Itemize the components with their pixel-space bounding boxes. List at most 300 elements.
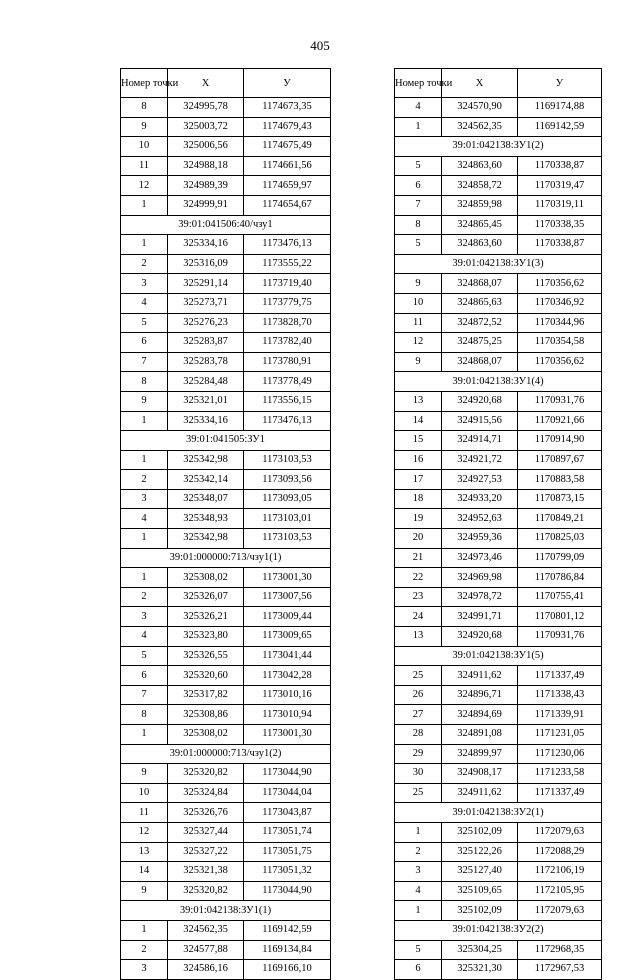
point-number-cell: 10: [395, 293, 442, 313]
table-row: [395, 783, 602, 803]
x-coordinate-cell: 324952,63: [442, 509, 518, 529]
point-number-cell: 29: [395, 744, 442, 764]
y-coordinate-cell: 1173779,75: [244, 293, 331, 313]
header-point-number: Номер точки: [395, 69, 442, 98]
x-coordinate-cell: 325308,02: [168, 568, 244, 588]
y-coordinate-cell: 1170354,58: [518, 333, 602, 353]
point-number-cell: 12: [121, 822, 168, 842]
table-row: [121, 489, 331, 509]
x-coordinate-cell: 325283,87: [168, 333, 244, 353]
table-row: [121, 333, 331, 353]
x-coordinate-cell: 325334,16: [168, 235, 244, 255]
y-coordinate-cell: 1173103,53: [244, 529, 331, 549]
point-number-cell: 3: [121, 274, 168, 294]
y-coordinate-cell: 1173093,05: [244, 489, 331, 509]
y-coordinate-cell: 1172079,63: [518, 901, 602, 921]
x-coordinate-cell: 325003,72: [168, 117, 244, 137]
y-coordinate-cell: 1171339,91: [518, 705, 602, 725]
table-row: [395, 489, 602, 509]
point-number-cell: 1: [395, 822, 442, 842]
table-row: [395, 744, 602, 764]
point-number-cell: 11: [121, 156, 168, 176]
point-number-cell: 1: [121, 195, 168, 215]
y-coordinate-cell: 1170319,47: [518, 176, 602, 196]
y-coordinate-cell: 1172079,63: [518, 822, 602, 842]
y-coordinate-cell: 1173051,32: [244, 862, 331, 882]
table-row: [121, 666, 331, 686]
table-row: [121, 803, 331, 823]
x-coordinate-cell: 324991,71: [442, 607, 518, 627]
table-row: [395, 705, 602, 725]
table-row: [395, 274, 602, 294]
y-coordinate-cell: 1169142,59: [244, 920, 331, 940]
table-row: [121, 568, 331, 588]
point-number-cell: 3: [121, 960, 168, 980]
header-y: У: [244, 69, 331, 98]
cadastral-number-label: 39:01:000000:713/чзу1(1): [121, 548, 331, 568]
point-number-cell: 3: [395, 862, 442, 882]
point-number-cell: 10: [121, 783, 168, 803]
y-coordinate-cell: 1174654,67: [244, 195, 331, 215]
point-number-cell: 8: [121, 372, 168, 392]
table-row: [121, 685, 331, 705]
x-coordinate-cell: 324959,36: [442, 529, 518, 549]
point-number-cell: 18: [395, 489, 442, 509]
y-coordinate-cell: 1173719,40: [244, 274, 331, 294]
y-coordinate-cell: 1173042,28: [244, 666, 331, 686]
y-coordinate-cell: 1173010,16: [244, 685, 331, 705]
section-row: [395, 803, 602, 823]
x-coordinate-cell: 325284,48: [168, 372, 244, 392]
point-number-cell: 7: [121, 352, 168, 372]
x-coordinate-cell: 324915,56: [442, 411, 518, 431]
x-coordinate-cell: 324859,98: [442, 195, 518, 215]
table-row: [121, 313, 331, 333]
x-coordinate-cell: 325342,14: [168, 470, 244, 490]
y-coordinate-cell: 1173103,01: [244, 509, 331, 529]
table-row: [121, 940, 331, 960]
y-coordinate-cell: 1170897,67: [518, 450, 602, 470]
point-number-cell: 1: [121, 920, 168, 940]
point-number-cell: 13: [395, 627, 442, 647]
section-row: [121, 744, 331, 764]
x-coordinate-cell: 325127,40: [442, 862, 518, 882]
y-coordinate-cell: 1169174,88: [518, 98, 602, 118]
y-coordinate-cell: 1171338,43: [518, 685, 602, 705]
section-row: [395, 254, 602, 274]
point-number-cell: 1: [395, 117, 442, 137]
table-row: [121, 529, 331, 549]
section-row: [121, 901, 331, 921]
x-coordinate-cell: 324865,45: [442, 215, 518, 235]
point-number-cell: 8: [121, 705, 168, 725]
y-coordinate-cell: 1173007,56: [244, 587, 331, 607]
table-row: [395, 509, 602, 529]
y-coordinate-cell: 1169142,59: [518, 117, 602, 137]
point-number-cell: 6: [121, 333, 168, 353]
x-coordinate-cell: 325102,09: [442, 901, 518, 921]
x-coordinate-cell: 324973,46: [442, 548, 518, 568]
point-number-cell: 12: [395, 333, 442, 353]
x-coordinate-cell: 324570,90: [442, 98, 518, 118]
x-coordinate-cell: 324586,16: [168, 960, 244, 980]
y-coordinate-cell: 1171233,58: [518, 764, 602, 784]
point-number-cell: 11: [121, 803, 168, 823]
table-row: [395, 881, 602, 901]
x-coordinate-cell: 325308,86: [168, 705, 244, 725]
point-number-cell: 1: [121, 725, 168, 745]
point-number-cell: 9: [121, 391, 168, 411]
y-coordinate-cell: 1170344,96: [518, 313, 602, 333]
table-row: [395, 117, 602, 137]
table-row: [395, 666, 602, 686]
point-number-cell: 30: [395, 764, 442, 784]
y-coordinate-cell: 1170755,41: [518, 587, 602, 607]
y-coordinate-cell: 1173051,74: [244, 822, 331, 842]
x-coordinate-cell: 325326,07: [168, 587, 244, 607]
table-row: [395, 391, 602, 411]
table-row: [395, 470, 602, 490]
point-number-cell: 5: [395, 156, 442, 176]
table-row: [121, 842, 331, 862]
y-coordinate-cell: 1173556,15: [244, 391, 331, 411]
x-coordinate-cell: 324868,07: [442, 352, 518, 372]
point-number-cell: 28: [395, 725, 442, 745]
table-row: [121, 646, 331, 666]
table-row: [395, 685, 602, 705]
point-number-cell: 9: [395, 274, 442, 294]
point-number-cell: 10: [121, 137, 168, 157]
x-coordinate-cell: 324577,88: [168, 940, 244, 960]
y-coordinate-cell: 1170338,87: [518, 235, 602, 255]
x-coordinate-cell: 324933,20: [442, 489, 518, 509]
y-coordinate-cell: 1171230,06: [518, 744, 602, 764]
y-coordinate-cell: 1170356,62: [518, 274, 602, 294]
table-body-right: [395, 98, 602, 980]
x-coordinate-cell: 325291,14: [168, 274, 244, 294]
x-coordinate-cell: 324908,17: [442, 764, 518, 784]
point-number-cell: 23: [395, 587, 442, 607]
x-coordinate-cell: 325122,26: [442, 842, 518, 862]
table-row: [395, 411, 602, 431]
y-coordinate-cell: 1173043,87: [244, 803, 331, 823]
table-header-row: [395, 69, 602, 98]
point-number-cell: 17: [395, 470, 442, 490]
table-row: [395, 725, 602, 745]
x-coordinate-cell: 324562,35: [168, 920, 244, 940]
point-number-cell: 2: [121, 470, 168, 490]
table-row: [121, 156, 331, 176]
y-coordinate-cell: 1170921,66: [518, 411, 602, 431]
point-number-cell: 7: [121, 685, 168, 705]
table-row: [395, 960, 602, 980]
table-row: [395, 215, 602, 235]
table-row: [395, 842, 602, 862]
x-coordinate-cell: 325308,02: [168, 725, 244, 745]
point-number-cell: 5: [121, 313, 168, 333]
table-row: [395, 862, 602, 882]
table-row: [121, 411, 331, 431]
table-row: [395, 568, 602, 588]
cadastral-number-label: 39:01:042138:ЗУ1(3): [395, 254, 602, 274]
point-number-cell: 14: [121, 862, 168, 882]
table-row: [121, 920, 331, 940]
table-row: [395, 529, 602, 549]
table-row: [121, 98, 331, 118]
point-number-cell: 26: [395, 685, 442, 705]
point-number-cell: 5: [121, 646, 168, 666]
table-row: [121, 372, 331, 392]
x-coordinate-cell: 325317,82: [168, 685, 244, 705]
x-coordinate-cell: 324863,60: [442, 156, 518, 176]
section-row: [121, 548, 331, 568]
point-number-cell: 13: [121, 842, 168, 862]
y-coordinate-cell: 1171337,49: [518, 783, 602, 803]
table-row: [121, 862, 331, 882]
point-number-cell: 9: [121, 764, 168, 784]
x-coordinate-cell: 324989,39: [168, 176, 244, 196]
table-row: [121, 783, 331, 803]
x-coordinate-cell: 324927,53: [442, 470, 518, 490]
y-coordinate-cell: 1172967,53: [518, 960, 602, 980]
y-coordinate-cell: 1174661,56: [244, 156, 331, 176]
table-row: [395, 627, 602, 647]
table-row: [121, 764, 331, 784]
y-coordinate-cell: 1170883,58: [518, 470, 602, 490]
x-coordinate-cell: 325327,44: [168, 822, 244, 842]
point-number-cell: 4: [121, 509, 168, 529]
x-coordinate-cell: 324868,07: [442, 274, 518, 294]
table-row: [395, 548, 602, 568]
x-coordinate-cell: 325320,82: [168, 764, 244, 784]
table-row: [121, 117, 331, 137]
point-number-cell: 20: [395, 529, 442, 549]
table-row: [121, 176, 331, 196]
x-coordinate-cell: 325320,60: [168, 666, 244, 686]
page-number: 405: [310, 38, 330, 53]
header-x: X: [442, 69, 518, 98]
x-coordinate-cell: 325342,98: [168, 450, 244, 470]
cadastral-number-label: 39:01:042138:ЗУ1(1): [121, 901, 331, 921]
coordinates-table-right: [394, 68, 602, 980]
table-row: [395, 195, 602, 215]
point-number-cell: 1: [121, 568, 168, 588]
y-coordinate-cell: 1173001,30: [244, 568, 331, 588]
x-coordinate-cell: 325276,23: [168, 313, 244, 333]
cadastral-number-label: 39:01:000000:713/чзу1(2): [121, 744, 331, 764]
table-row: [121, 725, 331, 745]
table-row: [121, 195, 331, 215]
table-row: [395, 764, 602, 784]
section-row: [395, 920, 602, 940]
y-coordinate-cell: 1174673,35: [244, 98, 331, 118]
table-row: [121, 450, 331, 470]
x-coordinate-cell: 325320,82: [168, 881, 244, 901]
header-point-number: Номер точки: [121, 69, 168, 98]
point-number-cell: 19: [395, 509, 442, 529]
y-coordinate-cell: 1170931,76: [518, 627, 602, 647]
table-row: [121, 960, 331, 980]
table-row: [121, 235, 331, 255]
x-coordinate-cell: 324969,98: [442, 568, 518, 588]
table-row: [395, 313, 602, 333]
y-coordinate-cell: 1172105,95: [518, 881, 602, 901]
y-coordinate-cell: 1174679,43: [244, 117, 331, 137]
cadastral-number-label: 39:01:041506:40/чзу1: [121, 215, 331, 235]
cadastral-number-label: 39:01:042138:ЗУ2(2): [395, 920, 602, 940]
x-coordinate-cell: 325273,71: [168, 293, 244, 313]
y-coordinate-cell: 1174659,97: [244, 176, 331, 196]
x-coordinate-cell: 324999,91: [168, 195, 244, 215]
x-coordinate-cell: 325326,76: [168, 803, 244, 823]
point-number-cell: 24: [395, 607, 442, 627]
y-coordinate-cell: 1173009,65: [244, 627, 331, 647]
table-row: [121, 352, 331, 372]
table-row: [121, 470, 331, 490]
x-coordinate-cell: 325327,22: [168, 842, 244, 862]
table-header-row: [121, 69, 331, 98]
point-number-cell: 6: [121, 666, 168, 686]
y-coordinate-cell: 1170931,76: [518, 391, 602, 411]
point-number-cell: 6: [395, 960, 442, 980]
x-coordinate-cell: 324872,52: [442, 313, 518, 333]
x-coordinate-cell: 324858,72: [442, 176, 518, 196]
y-coordinate-cell: 1170346,92: [518, 293, 602, 313]
x-coordinate-cell: 325321,38: [168, 862, 244, 882]
y-coordinate-cell: 1170825,03: [518, 529, 602, 549]
y-coordinate-cell: 1170801,12: [518, 607, 602, 627]
x-coordinate-cell: 324921,72: [442, 450, 518, 470]
table-row: [395, 333, 602, 353]
point-number-cell: 3: [121, 489, 168, 509]
x-coordinate-cell: 325348,07: [168, 489, 244, 509]
y-coordinate-cell: 1173001,30: [244, 725, 331, 745]
x-coordinate-cell: 325342,98: [168, 529, 244, 549]
point-number-cell: 12: [121, 176, 168, 196]
x-coordinate-cell: 324863,60: [442, 235, 518, 255]
y-coordinate-cell: 1173828,70: [244, 313, 331, 333]
y-coordinate-cell: 1174675,49: [244, 137, 331, 157]
point-number-cell: 16: [395, 450, 442, 470]
point-number-cell: 5: [395, 940, 442, 960]
x-coordinate-cell: 324988,18: [168, 156, 244, 176]
point-number-cell: 22: [395, 568, 442, 588]
y-coordinate-cell: 1170786,84: [518, 568, 602, 588]
y-coordinate-cell: 1173041,44: [244, 646, 331, 666]
point-number-cell: 2: [395, 842, 442, 862]
point-number-cell: 2: [121, 254, 168, 274]
y-coordinate-cell: 1169166,10: [244, 960, 331, 980]
y-coordinate-cell: 1172106,19: [518, 862, 602, 882]
y-coordinate-cell: 1172968,35: [518, 940, 602, 960]
point-number-cell: 27: [395, 705, 442, 725]
y-coordinate-cell: 1170356,62: [518, 352, 602, 372]
table-row: [395, 587, 602, 607]
table-row: [395, 450, 602, 470]
point-number-cell: 1: [121, 411, 168, 431]
x-coordinate-cell: 324865,63: [442, 293, 518, 313]
table-row: [395, 607, 602, 627]
table-row: [395, 235, 602, 255]
y-coordinate-cell: 1169134,84: [244, 940, 331, 960]
point-number-cell: 9: [121, 117, 168, 137]
point-number-cell: 4: [121, 627, 168, 647]
x-coordinate-cell: 325326,55: [168, 646, 244, 666]
y-coordinate-cell: 1170914,90: [518, 431, 602, 451]
cadastral-number-label: 39:01:042138:ЗУ1(2): [395, 137, 602, 157]
point-number-cell: 14: [395, 411, 442, 431]
x-coordinate-cell: 324995,78: [168, 98, 244, 118]
header-y: У: [518, 69, 602, 98]
x-coordinate-cell: 325348,93: [168, 509, 244, 529]
header-x: X: [168, 69, 244, 98]
point-number-cell: 9: [395, 352, 442, 372]
cadastral-number-label: 39:01:042138:ЗУ1(5): [395, 646, 602, 666]
table-row: [121, 509, 331, 529]
section-row: [121, 215, 331, 235]
table-row: [121, 822, 331, 842]
table-row: [395, 176, 602, 196]
y-coordinate-cell: 1173555,22: [244, 254, 331, 274]
y-coordinate-cell: 1173782,40: [244, 333, 331, 353]
point-number-cell: 15: [395, 431, 442, 451]
x-coordinate-cell: 324894,69: [442, 705, 518, 725]
section-row: [121, 431, 331, 451]
point-number-cell: 25: [395, 783, 442, 803]
coordinates-table-left: [120, 68, 331, 980]
table-row: [395, 156, 602, 176]
point-number-cell: 13: [395, 391, 442, 411]
x-coordinate-cell: 325324,84: [168, 783, 244, 803]
point-number-cell: 8: [395, 215, 442, 235]
x-coordinate-cell: 324896,71: [442, 685, 518, 705]
y-coordinate-cell: 1171231,05: [518, 725, 602, 745]
table-row: [121, 587, 331, 607]
x-coordinate-cell: 324920,68: [442, 391, 518, 411]
section-row: [395, 372, 602, 392]
x-coordinate-cell: 325321,30: [442, 960, 518, 980]
x-coordinate-cell: 324978,72: [442, 587, 518, 607]
x-coordinate-cell: 325321,01: [168, 391, 244, 411]
cadastral-number-label: 39:01:042138:ЗУ1(4): [395, 372, 602, 392]
table-row: [121, 607, 331, 627]
table-row: [121, 705, 331, 725]
x-coordinate-cell: 324911,62: [442, 783, 518, 803]
table-row: [395, 352, 602, 372]
x-coordinate-cell: 325102,09: [442, 822, 518, 842]
y-coordinate-cell: 1173778,49: [244, 372, 331, 392]
table-row: [395, 901, 602, 921]
point-number-cell: 25: [395, 666, 442, 686]
x-coordinate-cell: 324914,71: [442, 431, 518, 451]
point-number-cell: 7: [395, 195, 442, 215]
x-coordinate-cell: 324899,97: [442, 744, 518, 764]
y-coordinate-cell: 1170338,35: [518, 215, 602, 235]
y-coordinate-cell: 1173476,13: [244, 235, 331, 255]
y-coordinate-cell: 1173780,91: [244, 352, 331, 372]
table-row: [121, 137, 331, 157]
x-coordinate-cell: 325323,80: [168, 627, 244, 647]
table-row: [395, 822, 602, 842]
y-coordinate-cell: 1172088,29: [518, 842, 602, 862]
y-coordinate-cell: 1173044,90: [244, 881, 331, 901]
x-coordinate-cell: 325304,25: [442, 940, 518, 960]
y-coordinate-cell: 1173476,13: [244, 411, 331, 431]
y-coordinate-cell: 1170849,21: [518, 509, 602, 529]
table-row: [395, 293, 602, 313]
point-number-cell: 8: [121, 98, 168, 118]
table-row: [121, 293, 331, 313]
